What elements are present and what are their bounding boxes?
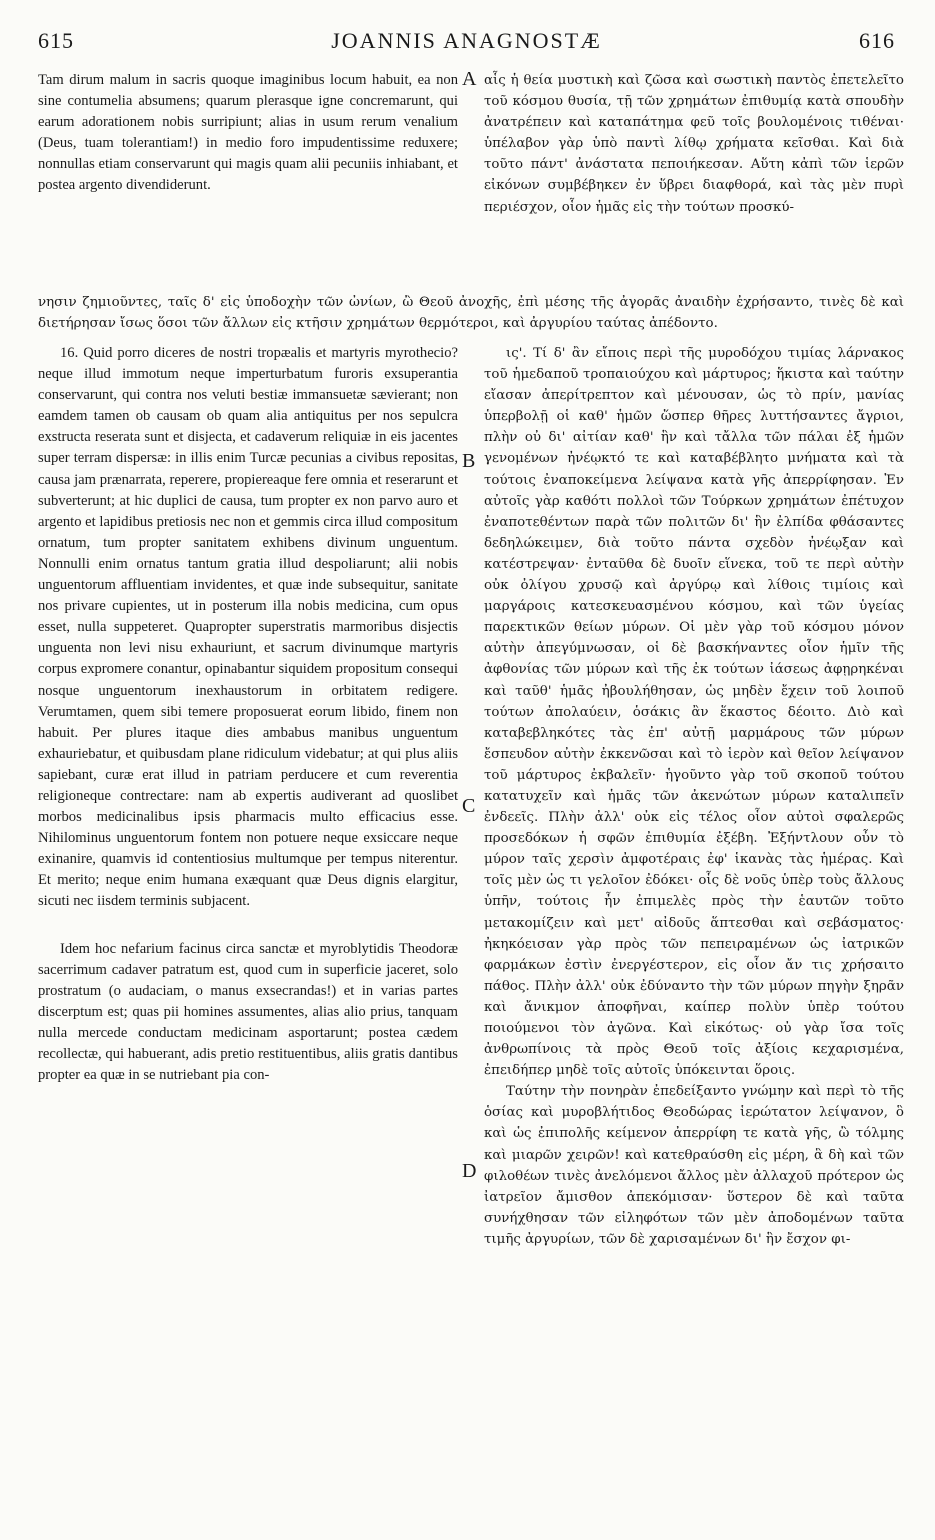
section-marker-a: A bbox=[462, 68, 477, 90]
page-header bbox=[38, 28, 895, 64]
latin-paragraph-1: Tam dirum malum in sacris quoque imaginibus locum habuit, ea non sine contumelia absumens; quarum plerasque igne concremarunt, qui earum adorationem nobis surripiunt; alias in usum rerum venalium (Deus, tuam tolerantiam!) in medio foro impudentissime reduxere; nonnullas etiam conservarunt qui magis quam alii pecuniis inhiabant, et postea argento divendiderunt. bbox=[38, 72, 458, 194]
greek-full-width-block bbox=[38, 292, 904, 334]
latin-column-top bbox=[38, 70, 458, 292]
section-marker-c: C bbox=[462, 795, 476, 817]
greek-paragraph-3: Ταύτην τὴν πονηρὰν ἐπεδείξαντο γνώμην καὶ περὶ τὸ τῆς ὁσίας καὶ μυροβλήτιδος Θεοδώρας ἱερώτατον λείψανον, ὃ καὶ ὡς ἐπιπολῆς κείμενον ἀπερρίφη τε κατὰ γῆς, ὢ τόλμης καὶ μιαρῶν χειρῶν! καὶ κατεθραύσθη εἰς μέρη, ἃ δὴ καὶ τῶν φιλοθέων τινὲς ἀνελόμενοι ἄλλος μὲν ἀλλαχοῦ πρότερον ὡς ἰατρεῖον ἄμισθον ἀπεκόμισαν· ὕστερον δὲ καὶ ταῦτα συνήχθησαν τῶν εἰληφότων τῶν μὲν ἀποδομένων ταῦτα τιμῆς ἀργυρίων, τῶν δὲ χαρισαμένων δι' ἣν ἔσχον φι- bbox=[484, 1084, 904, 1247]
page-number-left: 615 bbox=[38, 28, 74, 53]
running-title: JOANNIS ANAGNOSTÆ bbox=[331, 28, 602, 53]
latin-paragraph-3: Idem hoc nefarium facinus circa sanctæ et myroblytidis Theodoræ sacerrimum cadaver patratum est, quod cum in superficie jaceret, solo prostratum (o audaciam, o manus exsecrandas!) et in varias partes discerptum est; quas pii homines assumentes, alias alio prius, tanquam nulla mercede conductam medicinam asportarunt; postea cædem recollectæ, qui habuerant, adis pretio restituentibus, aliis gratis dantibus propter ea quæ in se nutriebant pia con- bbox=[38, 940, 458, 1084]
latin-paragraph-2: 16. Quid porro diceres de nostri tropæalis et martyris myrothecio? neque illud immotum neque imperturbatum furoris exsuperantia conservarunt, qui contra nos veluti bestiæ immansuetæ sævierant; non eamdem tamen ob causam ob quam alia antiquitus per nos sepulcra exstructa reserata sunt et disjecta, et cadaverum reliquiæ in eis jacentes super terram dispersæ: in illis enim Turcæ pecunias a civibus repositas, causa jam prænarrata, reperere, propiereaque fere omnia et reserarunt et subverterunt; at hic duplici de causa, tum propter ex non parvo auro et argento et lapidibus pretiosis nec non et gemmis circa illud compositum ornatum, tum propter sanitatem exhibens divinum unguentum. Nonnulli enim ornatus tantum gratia illud despoliarunt; alii nobis unguentorum affluentiam invidentes, et quæ inde subsequitur, sanitate nos privare cupientes, ut in posterum illa nobis medicina, cum opus esset, nulla suppeteret. Quapropter superstratis marmoribus disjectis unguenta non levi nisu exhauriunt, et sacrum divinumque martyris corpus expromere conantur, opinabantur siquidem propositum consequi nosque unguentorum inexhaustorum in orbitatem redigere. Verumtamen, quem sibi temere proposuerat eorum libido, finem non habuit. Per plures itaque dies ambabus manibus unguentum exhauriebatur, et quibusdam plane ridiculum videbatur; at qui plus aliis sapiebant, curæ erat illud in patriam perducere et cum reverentia religioneque contrectare: nam ab expertis audiverant ad quoslibet morbos medicinalibus ipsis pharmacis multo efficacius esse. Nihilominus unguentorum fontem non potuere neque exsiccare neque exinanire, quamvis id contentiosius multumque per tempus niterentur. Et merito; neque enim humana exæquant quæ Deus dignis elargitur, sicuti nec iisdem terminis subjacent. bbox=[38, 345, 458, 910]
greek-full-width-text: νησιν ζημιοῦντες, ταῖς δ' εἰς ὑποδοχὴν τῶν ὠνίων, ὢ Θεοῦ ἀνοχῆς, ἐπὶ μέσης τῆς ἀγορᾶς ἀναιδὴν ἐχρήσαντο, τινὲς δὲ καὶ διετήρησαν ἴσως ὅσοι τῶν ἄλλων εἰς κτῆσιν χρημάτων θερμότεροι, καὶ ἀργυρίου ταύτας ἀπέδοντο. bbox=[38, 295, 904, 331]
greek-paragraph-2: ις'. Τί δ' ἂν εἴποις περὶ τῆς μυροδόχου τιμίας λάρνακος τοῦ ἡμεδαποῦ τροπαιούχου καὶ μάρτυρος; ἥκιστα καὶ ταύτην εἴασαν ἀπερίτρεπτον καὶ μένουσαν, ὡς τὸ πρίν, μανίας ὑπερβολῇ οἱ καθ' ἡμῶν ὥσπερ θῆρες λυττήσαντες ἄγριοι, πλὴν οὐ δι' αἰτίαν καθ' ἣν καὶ τἄλλα τῶν πάλαι ἐξ ἡμῶν γενομένων ἠνέῳκτό τε καὶ καταβέβλητο μνήματα καὶ τὰ τούτοις ἐναποκείμενα λείψανα κατὰ γῆς ἀπερρίφησαν. Ἐν αὐτοῖς γὰρ καθότι πολλοὶ τῶν Τούρκων χρημάτων ἐπέτυχον ἐναποτεθέντων παρὰ τῶν πολιτῶν δι' ἣν ἐλπίδα φθάσαντες δεδηλώκειμεν, διὰ τοῦτο πάντα σχεδὸν ἠνέῳξαν καὶ κατέστρεψαν· ἐνταῦθα δὲ δυοῖν εἵνεκα, τοῦ τε περὶ αὐτὴν οὐκ ὀλίγου χρυσῷ καὶ ἀργύρῳ καὶ λίθοις τιμίοις καὶ μαργάροις κατεσκευασμένου κόσμου, καὶ τῶν ὑγείας παρεκτικῶν θείων μύρων. Οἱ μὲν γὰρ τοῦ κόσμου μόνον αὐτὴν ἀπεγύμνωσαν, οἱ δὲ βασκήναντες οἷον ἡμῖν τῆς ἀφθονίας τῶν μύρων καὶ τῆς ἐκ τούτων ἰάσεως ἀφῃρηκέναι καὶ ταῦθ' ἡμᾶς ἠβουλήθησαν, ὡς μηδὲν ἔχειν τοῦ λοιποῦ τούτων ἀπολαύειν, ὁσάκις ἂν ἕκαστος δέοιτο. Διὸ καὶ καταβεβληκότες τὰς ἐπ' αὐτῇ μαρμάρους τῶν μύρων ἔσπευδον αὐτὴν ἐκκενῶσαι καὶ τὸ ἱερὸν καὶ θεῖον λείψανον τοῦ μάρτυρος ἐκβαλεῖν· ἡγοῦντο γὰρ τοῦ σκοποῦ τούτου κατατυχεῖν καὶ ἡμᾶς τῶν ἀκενώτων μύρων καταλιπεῖν ἐνδεεῖς. Πλὴν ἀλλ' οὐκ εἰς τέλος οἷον αὐτοὶ σφαλερῶς προσεδόκων ἡ σφῶν ἐπιθυμία ἐξέβη. Ἐξήντλουν οὖν τὸ μύρον ταῖς χερσὶν ἀμφοτέραις ἐφ' ἱκανὰς τὰς ἡμέρας. Καὶ τοῖς μὲν ὡς τι γελοῖον ἐδόκει· οἷς δὲ νοῦς ὑπὲρ τοὺς ἄλλους ὑπῆν, τούτοις ἦν ἐπιμελὲς πρὸς τὴν ἑαυτῶν τοῦτο μετακομίζειν καὶ μετ' αἰδοῦς ἅπτεσθαι καὶ σεβάσματος· ἠκηκόεισαν γὰρ πρὸς τῶν πεπειραμένων ὡς ἰατρικῶν φαρμάκων ἐστὶν ἐνεργέστερον, εἰς οἷον ἄν τις χρήσαιτο πάθος. Πλὴν ἀλλ' οὐκ ἐδύναντο τὴν τῶν μύρων πηγὴν ξηρᾶν καὶ ἄνικμον ἀποφῆναι, καίπερ πολὺν ὑπὲρ τούτου ποιούμενοι τὸν ἀγῶνα. Καὶ εἰκότως· οὐ γὰρ ἴσα τοῖς ἀνθρωπίνοις τὰ πρὸς Θεοῦ τοῖς ἀξίοις κεχαρισμένα, ἐπειδήπερ μηδὲ τοῖς αὐτοῖς ὑπόκεινται ὅροις. bbox=[484, 346, 904, 1079]
section-marker-d: D bbox=[462, 1160, 477, 1182]
greek-column-main bbox=[484, 343, 904, 1528]
greek-paragraph-1: αἷς ἡ θεία μυστικὴ καὶ ζῶσα καὶ σωστικὴ παντὸς ἐπετελεῖτο τοῦ κόσμου θυσία, τῇ τῶν χρημάτων ἐπιθυμίᾳ κατὰ σπουδὴν ἀνατρέπειν καὶ καταπάτημα φεῦ τοῖς βουλομένοις τιθέναι· ὑπέλαβον γὰρ ὑπὸ παντὶ λίθῳ χρήματα κεῖσθαι. Καὶ διὰ τοῦτο πάντ' ἀνάστατα πεποιήκεσαν. Αὕτη κἀπὶ τῶν ἱερῶν εἰκόνων συμβέβηκεν ἐν ὕβρει διαφθορά, καὶ τὰς μὲν πυρὶ περιέσχον, οἷον ἡμᾶς εἰς τὴν τούτων προσκύ- bbox=[484, 73, 904, 215]
section-marker-b: B bbox=[462, 450, 476, 472]
greek-column-top bbox=[484, 70, 904, 292]
latin-column-main bbox=[38, 343, 458, 1528]
page-number-right: 616 bbox=[859, 28, 895, 53]
